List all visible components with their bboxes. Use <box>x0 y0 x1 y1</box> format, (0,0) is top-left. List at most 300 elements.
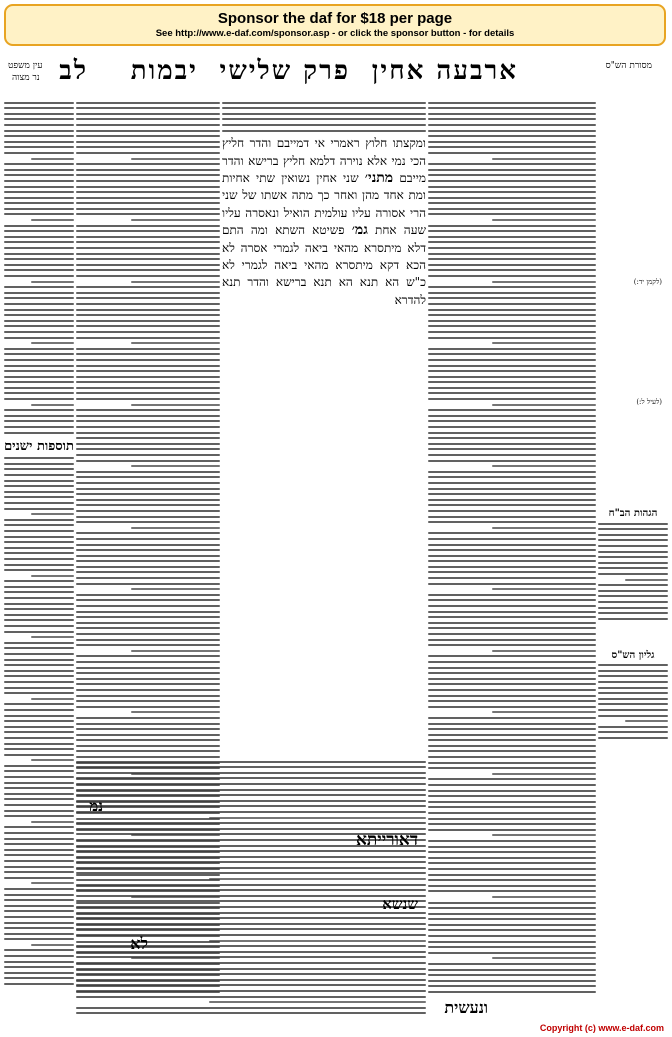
text-line <box>492 158 596 160</box>
text-line <box>76 549 220 551</box>
text-line <box>428 963 596 965</box>
text-line <box>598 703 668 705</box>
text-line <box>4 169 74 171</box>
text-line <box>76 811 426 813</box>
text-line <box>598 523 668 525</box>
text-line <box>428 829 596 831</box>
text-line <box>76 314 220 316</box>
text-line <box>4 586 74 588</box>
text-line <box>4 463 74 465</box>
text-line <box>428 667 596 669</box>
text-line <box>428 560 596 562</box>
text-line <box>598 584 668 586</box>
text-line <box>76 448 220 450</box>
text-line <box>428 661 596 663</box>
text-line <box>428 236 596 238</box>
text-line <box>4 376 74 378</box>
text-line <box>76 241 220 243</box>
text-line <box>76 387 220 389</box>
text-line <box>76 180 220 182</box>
text-line <box>76 783 426 785</box>
text-line <box>4 916 74 918</box>
text-line <box>76 644 220 646</box>
text-line <box>428 605 596 607</box>
text-line <box>76 124 220 126</box>
text-line <box>76 622 220 624</box>
text-line <box>76 700 220 702</box>
text-line <box>428 924 596 926</box>
text-line <box>4 303 74 305</box>
text-line <box>76 750 220 752</box>
text-line <box>4 107 74 109</box>
text-line <box>428 471 596 473</box>
text-line <box>4 174 74 176</box>
text-line <box>428 493 596 495</box>
text-line <box>4 642 74 644</box>
text-line <box>4 854 74 856</box>
text-line <box>4 877 74 879</box>
text-line <box>428 980 596 982</box>
text-line <box>4 359 74 361</box>
text-line <box>4 491 74 493</box>
text-line <box>222 130 426 132</box>
text-line <box>76 253 220 255</box>
text-line <box>76 102 220 104</box>
text-line <box>4 558 74 560</box>
text-line <box>76 856 426 858</box>
text-line <box>428 348 596 350</box>
text-line <box>4 457 74 459</box>
text-line <box>492 711 596 713</box>
text-line <box>76 794 426 796</box>
text-line <box>4 580 74 582</box>
text-line <box>76 872 426 874</box>
text-line <box>76 1007 426 1009</box>
text-line <box>4 933 74 935</box>
page-header <box>4 52 668 96</box>
text-line <box>4 804 74 806</box>
text-line <box>131 281 220 283</box>
text-line <box>4 236 74 238</box>
text-line <box>428 253 596 255</box>
text-line <box>428 750 596 752</box>
text-line <box>76 639 220 641</box>
text-line <box>76 599 220 601</box>
text-line <box>76 800 426 802</box>
text-line <box>76 381 220 383</box>
text-line <box>428 639 596 641</box>
text-line <box>428 723 596 725</box>
text-line <box>428 762 596 764</box>
heading-veneesit: ונעשית <box>444 998 488 1017</box>
chapter-title: ארבעה אחין <box>371 56 518 86</box>
tosafot-column <box>428 98 596 1018</box>
text-line <box>4 468 74 470</box>
text-line <box>4 208 74 210</box>
daf-number: לב <box>59 56 88 86</box>
text-line <box>428 437 596 439</box>
text-line <box>76 577 220 579</box>
text-line <box>428 107 596 109</box>
text-line <box>76 191 220 193</box>
text-line <box>428 941 596 943</box>
text-line <box>598 709 668 711</box>
text-line <box>4 547 74 549</box>
text-line <box>428 152 596 154</box>
text-line <box>4 977 74 979</box>
text-line <box>428 952 596 954</box>
text-line <box>598 675 668 677</box>
text-line <box>428 337 596 339</box>
text-line <box>428 633 596 635</box>
text-line <box>76 583 220 585</box>
right-margin-column <box>598 98 668 998</box>
text-line <box>428 297 596 299</box>
text-line <box>76 392 220 394</box>
text-line <box>76 672 220 674</box>
text-line <box>428 141 596 143</box>
text-line <box>76 320 220 322</box>
text-line <box>76 130 220 132</box>
text-line <box>4 670 74 672</box>
bottom-commentary-text <box>76 761 426 1015</box>
text-line <box>76 348 220 350</box>
gemara-body <box>222 135 426 309</box>
text-line <box>4 737 74 739</box>
text-line <box>76 432 220 434</box>
text-line <box>428 689 596 691</box>
text-line <box>131 342 220 344</box>
text-line <box>4 387 74 389</box>
text-line <box>4 348 74 350</box>
text-line <box>598 698 668 700</box>
text-line <box>222 107 426 109</box>
text-line <box>492 588 596 590</box>
text-line <box>4 409 74 411</box>
text-line <box>4 871 74 873</box>
text-line <box>4 253 74 255</box>
text-line <box>76 510 220 512</box>
text-line <box>76 521 220 523</box>
text-line <box>428 443 596 445</box>
text-line <box>4 703 74 705</box>
text-line <box>131 527 220 529</box>
text-line <box>76 655 220 657</box>
heading-shusha: שנשא <box>382 895 418 913</box>
text-line <box>4 202 74 204</box>
text-line <box>428 488 596 490</box>
text-line <box>428 510 596 512</box>
text-line <box>428 191 596 193</box>
text-line <box>76 571 220 573</box>
text-line <box>4 625 74 627</box>
text-line <box>598 726 668 728</box>
text-line <box>4 692 74 694</box>
text-line <box>31 342 74 344</box>
tractate-name: יבמות <box>130 56 198 86</box>
text-line <box>428 460 596 462</box>
text-line <box>428 532 596 534</box>
sponsor-banner-title[interactable]: Sponsor the daf for $18 per page <box>217 10 453 27</box>
text-line <box>76 186 220 188</box>
tosafot-yeshanim-title: תוספות ישנים <box>4 438 74 454</box>
text-line <box>76 616 220 618</box>
text-line <box>4 664 74 666</box>
text-line <box>4 541 74 543</box>
text-line <box>428 700 596 702</box>
text-line <box>76 560 220 562</box>
mishna-marker: מתני׳ <box>364 169 394 186</box>
text-line <box>31 404 74 406</box>
text-line <box>76 197 220 199</box>
ein-mishpat-notes <box>4 102 74 434</box>
text-line <box>76 766 426 768</box>
text-line <box>428 286 596 288</box>
text-line <box>428 683 596 685</box>
text-line <box>598 731 668 733</box>
text-line <box>4 631 74 633</box>
text-line <box>76 398 220 400</box>
text-line <box>4 949 74 951</box>
text-line <box>428 851 596 853</box>
text-line <box>76 984 426 986</box>
text-line <box>428 717 596 719</box>
text-line <box>428 991 596 993</box>
text-line <box>492 650 596 652</box>
text-line <box>76 247 220 249</box>
text-line <box>76 996 426 998</box>
text-line <box>4 608 74 610</box>
text-line <box>428 795 596 797</box>
text-line <box>428 756 596 758</box>
mishna-text: שני אחין נשואין שתי אחיות ומת אחד מהן ואחר כך מתה אשתו של שני הרי אסורה עליו עולמית הואיל ונאסרה עליו שעה אחת <box>222 170 426 238</box>
text-line <box>428 818 596 820</box>
text-line <box>4 765 74 767</box>
text-line <box>428 521 596 523</box>
text-line <box>4 681 74 683</box>
text-line <box>598 664 668 666</box>
text-line <box>428 392 596 394</box>
text-line <box>428 622 596 624</box>
text-line <box>4 508 74 510</box>
text-line <box>428 538 596 540</box>
perek-label: פרק שלישי <box>219 56 350 86</box>
text-line <box>4 866 74 868</box>
text-line <box>76 633 220 635</box>
text-line <box>4 731 74 733</box>
text-line <box>76 594 220 596</box>
text-line <box>4 269 74 271</box>
text-line <box>492 465 596 467</box>
text-line <box>76 723 220 725</box>
copyright-notice[interactable]: Copyright (c) www.e-daf.com <box>539 1023 664 1033</box>
text-line <box>428 544 596 546</box>
text-line <box>4 297 74 299</box>
text-line <box>222 118 426 120</box>
text-line <box>4 938 74 940</box>
text-line <box>428 146 596 148</box>
sponsor-banner[interactable] <box>4 4 666 46</box>
text-line <box>428 672 596 674</box>
ner-mitzvah-label: נר מצוה <box>12 73 40 83</box>
text-line <box>428 974 596 976</box>
text-line <box>4 186 74 188</box>
text-line <box>428 862 596 864</box>
text-line <box>428 292 596 294</box>
text-line <box>4 180 74 182</box>
text-line <box>492 219 596 221</box>
text-line <box>31 158 74 160</box>
text-line <box>428 370 596 372</box>
text-line <box>428 213 596 215</box>
text-line <box>76 861 426 863</box>
text-line <box>76 118 220 120</box>
text-line <box>76 437 220 439</box>
text-line <box>428 331 596 333</box>
text-line <box>31 575 74 577</box>
text-line <box>209 878 426 880</box>
text-line <box>131 588 220 590</box>
text-line <box>76 772 426 774</box>
text-line <box>428 806 596 808</box>
text-line <box>209 940 426 942</box>
text-line <box>4 972 74 974</box>
text-line <box>428 583 596 585</box>
text-line <box>4 286 74 288</box>
text-line <box>76 912 426 914</box>
text-line <box>4 536 74 538</box>
text-line <box>76 822 426 824</box>
tosafot-yeshanim-text <box>4 457 74 985</box>
text-line <box>76 867 426 869</box>
text-line <box>4 748 74 750</box>
text-line <box>4 314 74 316</box>
text-line <box>76 258 220 260</box>
text-line <box>4 715 74 717</box>
text-line <box>76 728 220 730</box>
text-line <box>76 325 220 327</box>
text-line <box>76 113 220 115</box>
text-line <box>4 141 74 143</box>
text-line <box>428 644 596 646</box>
text-line <box>428 230 596 232</box>
text-line <box>4 653 74 655</box>
text-line <box>76 928 426 930</box>
text-line <box>598 595 668 597</box>
text-line <box>76 493 220 495</box>
text-line <box>428 985 596 987</box>
text-line <box>76 107 220 109</box>
text-line <box>4 905 74 907</box>
ein-mishpat-label: עין משפט <box>8 61 43 71</box>
text-line <box>428 935 596 937</box>
text-line <box>76 923 426 925</box>
text-line <box>598 692 668 694</box>
text-line <box>4 365 74 367</box>
text-line <box>76 956 426 958</box>
text-line <box>598 539 668 541</box>
text-line <box>4 275 74 277</box>
text-line <box>76 683 220 685</box>
text-line <box>31 219 74 221</box>
text-line <box>4 118 74 120</box>
text-line <box>4 258 74 260</box>
text-line <box>598 737 668 739</box>
text-line <box>428 784 596 786</box>
text-line <box>31 821 74 823</box>
text-line <box>76 460 220 462</box>
text-line <box>76 141 220 143</box>
text-line <box>4 420 74 422</box>
text-line <box>428 320 596 322</box>
text-line <box>4 426 74 428</box>
text-line <box>598 670 668 672</box>
text-line <box>76 376 220 378</box>
text-line <box>4 230 74 232</box>
text-line <box>4 130 74 132</box>
sponsor-banner-subtitle[interactable]: See http://www.e-daf.com/sponsor.asp - or click the sponsor button - for details <box>155 28 515 39</box>
text-line <box>428 225 596 227</box>
text-line <box>4 603 74 605</box>
text-line <box>76 370 220 372</box>
text-line <box>428 566 596 568</box>
text-line <box>4 726 74 728</box>
text-line <box>76 611 220 613</box>
text-line <box>31 882 74 884</box>
text-line <box>428 102 596 104</box>
text-line <box>428 577 596 579</box>
text-line <box>76 739 220 741</box>
text-line <box>76 504 220 506</box>
text-line <box>131 465 220 467</box>
text-line <box>4 966 74 968</box>
text-line <box>428 163 596 165</box>
text-line <box>428 734 596 736</box>
text-line <box>428 549 596 551</box>
text-line <box>4 496 74 498</box>
text-line <box>4 860 74 862</box>
talmud-page <box>4 52 668 1022</box>
text-line <box>4 770 74 772</box>
text-line <box>4 743 74 745</box>
text-line <box>428 258 596 260</box>
text-line <box>428 946 596 948</box>
text-line <box>428 415 596 417</box>
text-line <box>428 135 596 137</box>
text-line <box>31 513 74 515</box>
text-line <box>428 879 596 881</box>
text-line <box>598 573 668 575</box>
text-line <box>76 884 426 886</box>
text-line <box>428 169 596 171</box>
text-line <box>209 817 426 819</box>
text-line <box>428 241 596 243</box>
text-line <box>4 597 74 599</box>
text-line <box>428 627 596 629</box>
text-line <box>428 599 596 601</box>
text-line <box>4 843 74 845</box>
text-line <box>428 913 596 915</box>
text-line <box>428 432 596 434</box>
text-line <box>4 591 74 593</box>
text-line <box>428 426 596 428</box>
heading-nim: נמ <box>89 797 103 815</box>
text-line <box>76 979 426 981</box>
text-line <box>428 387 596 389</box>
text-line <box>428 890 596 892</box>
text-line <box>76 805 426 807</box>
text-line <box>4 530 74 532</box>
